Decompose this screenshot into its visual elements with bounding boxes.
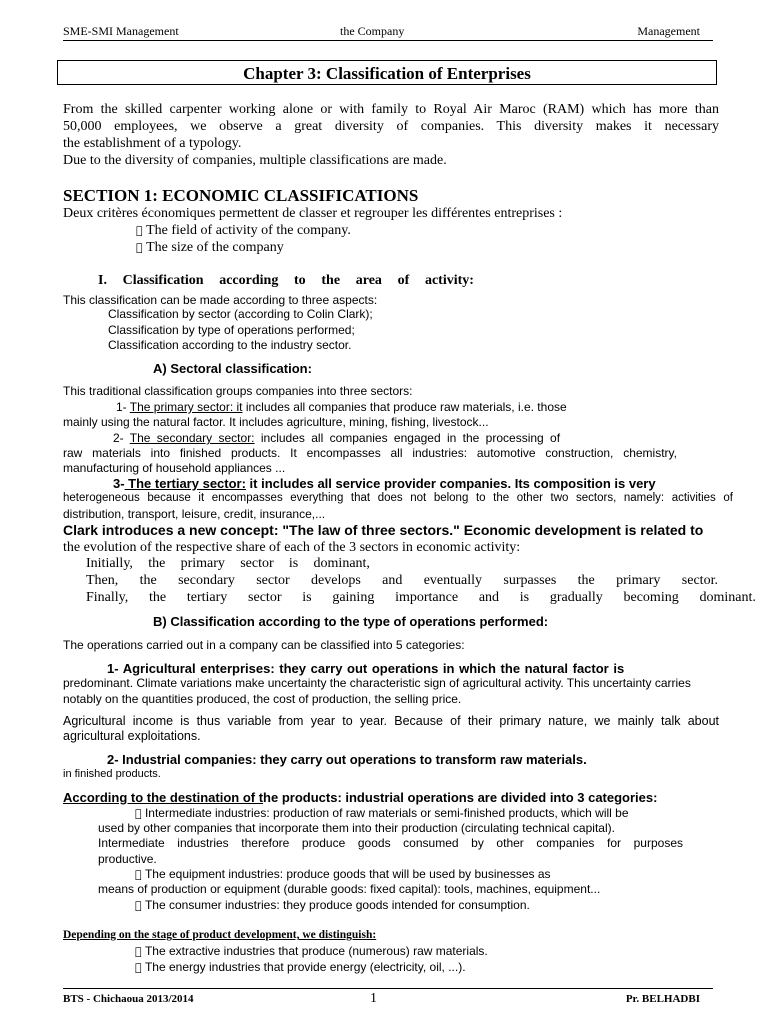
word: primary bbox=[616, 573, 661, 588]
heading-word: area bbox=[355, 273, 382, 288]
criteria-item bbox=[136, 223, 351, 239]
stage-heading: Depending on the stage of product development, we distinguish: bbox=[63, 929, 377, 941]
list-number: 3- bbox=[113, 476, 125, 491]
checkbox-icon bbox=[135, 945, 142, 958]
word: Initially, bbox=[86, 556, 133, 571]
word: the bbox=[139, 573, 157, 588]
clark-concept-line-2: the evolution of the respective share of each of the 3 sectors in economic activity: bbox=[63, 540, 521, 555]
secondary-sector-line-3: manufacturing of household appliances ... bbox=[63, 461, 286, 475]
intro-line-4: Due to the diversity of companies, multiple classifications are made. bbox=[63, 153, 447, 168]
aspect-item: Classification by type of operations performed; bbox=[108, 323, 355, 337]
list-number: 1- bbox=[116, 400, 127, 414]
word: dominant, bbox=[313, 556, 370, 571]
part-1-heading bbox=[98, 273, 474, 289]
primary-sector-text: includes all companies that produce raw materials, i.e. those bbox=[242, 400, 567, 414]
heading-word: I. bbox=[98, 273, 107, 288]
tertiary-sector-label: The tertiary sector: bbox=[124, 476, 246, 491]
word: importance bbox=[395, 590, 459, 605]
agricultural-line-1: predominant. Climate variations make uncertainty the characteristic sign of agricultural activity. This uncertainty carries bbox=[63, 676, 691, 690]
word: is bbox=[288, 556, 299, 571]
intermediate-industries bbox=[135, 806, 629, 820]
word: sector bbox=[256, 573, 290, 588]
word: tertiary bbox=[186, 590, 228, 605]
consumer-industries bbox=[135, 898, 530, 912]
criteria-intro: Deux critères économiques permettent de classer et regrouper les différentes entreprises : bbox=[63, 206, 563, 221]
law-stage-then bbox=[86, 573, 718, 589]
chapter-title: Chapter 3: Classification of Enterprises bbox=[57, 60, 717, 85]
intermediate-line-4: productive. bbox=[98, 852, 157, 866]
destination-heading-underlined: According to the destination of t bbox=[63, 790, 264, 805]
clark-concept: Clark introduces a new concept: "The law of three sectors." Economic development is related to bbox=[63, 522, 704, 538]
footer-right: Pr. BELHADBI bbox=[625, 993, 700, 1005]
header-right: Management bbox=[637, 24, 700, 38]
law-stage-finally bbox=[86, 590, 756, 606]
word: sector bbox=[240, 556, 274, 571]
operations-intro: The operations carried out in a company can be classified into 5 categories: bbox=[63, 638, 465, 652]
sectoral-heading: A) Sectoral classification: bbox=[153, 361, 312, 376]
header-left: SME-SMI Management bbox=[63, 24, 179, 38]
primary-sector-line bbox=[116, 400, 567, 414]
aspect-item: Classification according to the industry sector. bbox=[108, 338, 352, 352]
operations-heading: B) Classification according to the type of operations performed: bbox=[153, 614, 549, 629]
equipment-line-2: means of production or equipment (durable goods: fixed capital): tools, machines, equipment... bbox=[98, 882, 601, 896]
sectoral-intro: This traditional classification groups companies into three sectors: bbox=[63, 384, 413, 398]
checkbox-icon bbox=[136, 241, 143, 254]
agricultural-income-line-2: agricultural exploitations. bbox=[63, 729, 201, 743]
consumer-line: The consumer industries: they produce goods intended for consumption. bbox=[135, 898, 520, 912]
agricultural-heading: 1- Agricultural enterprises: they carry out operations in which the natural factor is bbox=[107, 661, 625, 676]
law-stage-initially bbox=[86, 556, 370, 572]
word: and bbox=[478, 590, 500, 605]
primary-sector-label: The primary sector: it bbox=[129, 400, 243, 414]
heading-word: activity: bbox=[424, 273, 474, 288]
secondary-sector-label: The secondary sector: bbox=[129, 431, 255, 445]
destination-heading-rest: he products: industrial operations are divided into 3 categories: bbox=[263, 790, 658, 805]
destination-heading bbox=[63, 790, 657, 805]
page-number: 1 bbox=[370, 991, 377, 1006]
word: develops bbox=[311, 573, 361, 588]
extractive-industries bbox=[135, 944, 488, 958]
list-number: 2- bbox=[113, 431, 124, 445]
word: the bbox=[148, 556, 166, 571]
tertiary-sector-line bbox=[113, 476, 656, 491]
intro-line-3: the establishment of a typology. bbox=[63, 136, 242, 151]
header-rule bbox=[63, 40, 713, 41]
industrial-heading: 2- Industrial companies: they carry out operations to transform raw materials. bbox=[107, 752, 587, 767]
word: Then, bbox=[86, 573, 119, 588]
checkbox-icon bbox=[135, 899, 142, 912]
word: the bbox=[577, 573, 595, 588]
agricultural-income-line-1: Agricultural income is thus variable from year to year. Because of their primary nature, we mainly talk about bbox=[63, 714, 719, 728]
word: the bbox=[149, 590, 167, 605]
aspect-item: Classification by sector (according to Colin Clark); bbox=[108, 307, 373, 321]
intro-line-1: From the skilled carpenter working alone or with family to Royal Air Maroc (RAM) which has more than bbox=[63, 102, 719, 117]
word: Finally, bbox=[86, 590, 129, 605]
extractive-line: The extractive industries that produce (numerous) raw materials. bbox=[135, 944, 478, 958]
word: sector bbox=[248, 590, 282, 605]
criteria-item-text: The field of activity of the company. bbox=[136, 223, 341, 238]
footer-rule bbox=[63, 988, 713, 989]
word: dominant. bbox=[699, 590, 756, 605]
checkbox-icon bbox=[135, 961, 142, 974]
heading-word: the bbox=[321, 273, 341, 288]
intro-line-2: 50,000 employees, we observe a great diversity of companies. This diversity makes it necessary bbox=[63, 119, 719, 134]
criteria-item-text: The size of the company bbox=[136, 240, 274, 255]
intermediate-line-3: Intermediate industries therefore produce goods consumed by other companies for purposes bbox=[98, 836, 683, 850]
equipment-line-1: The equipment industries: produce goods that will be used by businesses as bbox=[135, 867, 541, 881]
heading-word: to bbox=[294, 273, 306, 288]
secondary-sector-text: includes all companies engaged in the processing of bbox=[254, 431, 561, 445]
section-1-heading: SECTION 1: ECONOMIC CLASSIFICATIONS bbox=[63, 186, 419, 205]
tertiary-sector-line-2: heterogeneous because it encompasses everything that does not belong to the other two sectors, namely: activities of bbox=[63, 492, 733, 504]
intermediate-line-1: Intermediate industries: production of raw materials or semi-finished products, which will be bbox=[135, 806, 619, 820]
word: sector. bbox=[681, 573, 718, 588]
checkbox-icon bbox=[135, 868, 142, 881]
secondary-sector-line bbox=[113, 431, 560, 445]
word: and bbox=[382, 573, 403, 588]
energy-line: The energy industries that provide energy (electricity, oil, ...). bbox=[135, 960, 456, 974]
secondary-sector-line-2: raw materials into finished products. It encompasses all industries: automotive construction, chemistry, bbox=[63, 446, 677, 460]
word: becoming bbox=[623, 590, 679, 605]
heading-word: Classification bbox=[122, 273, 204, 288]
checkbox-icon bbox=[135, 807, 142, 820]
heading-word: of bbox=[397, 273, 410, 288]
word: is bbox=[302, 590, 312, 605]
word: primary bbox=[180, 556, 225, 571]
agricultural-line-2: notably on the quantities produced, the cost of production, the selling price. bbox=[63, 692, 462, 706]
word: surpasses bbox=[503, 573, 557, 588]
footer-left: BTS - Chichaoua 2013/2014 bbox=[63, 993, 194, 1005]
heading-word: according bbox=[219, 273, 279, 288]
tertiary-sector-text: it includes all service provider companies. Its composition is very bbox=[245, 476, 656, 491]
word: gaining bbox=[332, 590, 375, 605]
tertiary-sector-line-3: distribution, transport, leisure, credit, insurance,... bbox=[63, 507, 326, 521]
header-center: the Company bbox=[340, 24, 405, 38]
equipment-industries bbox=[135, 867, 551, 881]
intermediate-line-2: used by other companies that incorporate them into their production (circulating technical capital). bbox=[98, 821, 615, 835]
word: gradually bbox=[549, 590, 603, 605]
industrial-line-2: in finished products. bbox=[63, 768, 161, 780]
word: eventually bbox=[423, 573, 483, 588]
word: secondary bbox=[178, 573, 235, 588]
primary-sector-line-2: mainly using the natural factor. It includes agriculture, mining, fishing, livestock... bbox=[63, 415, 489, 429]
part-1-intro: This classification can be made according to three aspects: bbox=[63, 293, 378, 307]
energy-industries bbox=[135, 960, 466, 974]
checkbox-icon bbox=[136, 224, 143, 237]
word: is bbox=[519, 590, 530, 605]
criteria-item bbox=[136, 240, 284, 256]
